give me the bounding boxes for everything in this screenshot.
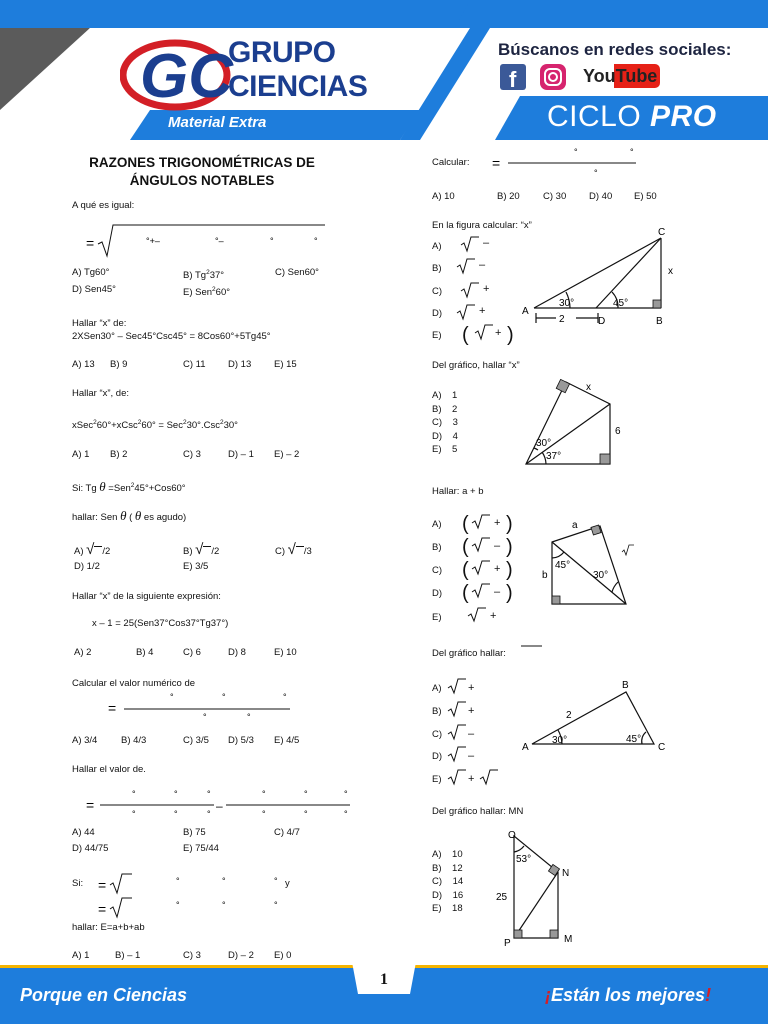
q5-option-d[interactable]: D) 8 xyxy=(228,647,246,658)
q10-triangle-figure xyxy=(518,224,688,328)
q7-fraction xyxy=(80,786,355,820)
grupo-ciencias-logo xyxy=(120,35,242,115)
svg-text:–: – xyxy=(479,259,486,271)
q13-radical-options xyxy=(444,676,504,788)
q12-prompt: Hallar: a + b xyxy=(432,486,484,497)
svg-text:°: ° xyxy=(574,147,578,157)
q10-label-c: C xyxy=(658,227,666,238)
svg-text:=: = xyxy=(98,877,107,893)
q7-option-e[interactable]: E) 75/44 xyxy=(183,843,219,854)
q8-option-a[interactable]: A) 1 xyxy=(72,950,90,961)
pro-text: PRO xyxy=(650,100,717,133)
svg-text:+: + xyxy=(490,610,497,622)
footer-right-text: Están los mejores xyxy=(551,985,706,1005)
q11-angle-30: 30° xyxy=(536,438,552,449)
svg-text:°: ° xyxy=(270,236,274,246)
q6-option-e[interactable]: E) 4/5 xyxy=(274,735,300,746)
q13-option-c[interactable]: C) xyxy=(432,729,443,740)
svg-text:+: + xyxy=(468,705,475,717)
svg-text:=: = xyxy=(86,797,95,813)
svg-text:°: ° xyxy=(314,236,318,246)
svg-text:°: ° xyxy=(247,712,251,722)
q13-angle-45: 45° xyxy=(626,734,642,745)
q3-option-b[interactable]: B) 2 xyxy=(110,449,128,460)
q7-option-d[interactable]: D) 44/75 xyxy=(72,843,109,854)
q8-option-d[interactable]: D) – 2 xyxy=(228,950,254,961)
q3-options xyxy=(72,448,332,462)
q4-option-d[interactable]: D) 1/2 xyxy=(74,561,100,572)
q5-prompt: Hallar “x” de la siguiente expresión: xyxy=(72,591,221,602)
svg-text:°: ° xyxy=(174,809,178,819)
q14-label-n: N xyxy=(562,868,570,879)
svg-text:°: ° xyxy=(594,168,598,178)
q12-option-a[interactable]: A) xyxy=(432,519,442,530)
q7-options xyxy=(72,826,332,856)
svg-text:+: + xyxy=(494,563,501,575)
q10-option-b[interactable]: B) xyxy=(432,263,442,274)
svg-text:+: + xyxy=(468,773,475,785)
q12-triangle-figure xyxy=(536,514,640,608)
q11-option-c[interactable]: C) 3 xyxy=(432,417,458,428)
svg-text:): ) xyxy=(506,513,513,535)
q11-triangle-figure xyxy=(518,376,638,468)
q10-option-c[interactable]: C) xyxy=(432,286,443,297)
q13-target-bar xyxy=(520,644,544,650)
q5-expression: x – 1 = 25(Sen37°Cos37°Tg37°) xyxy=(92,618,229,629)
q8-option-c[interactable]: C) 3 xyxy=(183,950,201,961)
q4-prompt-1: Si: Tg θ =Sen$^2$45°+Cos60° xyxy=(72,479,186,495)
q12-angle-45: 45° xyxy=(555,560,571,571)
q3-option-d[interactable]: D) – 1 xyxy=(228,449,254,460)
svg-text:°: ° xyxy=(174,789,178,799)
svg-text:°: ° xyxy=(207,789,211,799)
svg-text:°: ° xyxy=(222,900,226,910)
q10-option-a[interactable]: A) xyxy=(432,241,442,252)
q14-label-p: P xyxy=(504,938,511,949)
q4-option-e[interactable]: E) 3/5 xyxy=(183,561,209,572)
q5-option-b[interactable]: B) 4 xyxy=(136,647,154,658)
q12-label-a: a xyxy=(572,520,578,531)
q8-hallar: hallar: E=a+b+ab xyxy=(72,922,145,933)
q4-options xyxy=(72,540,342,576)
svg-text:°: ° xyxy=(170,692,174,702)
svg-text:°: ° xyxy=(132,809,136,819)
q6-option-c[interactable]: C) 3/5 xyxy=(183,735,209,746)
svg-text:+: + xyxy=(495,327,502,339)
q13-label-a: A xyxy=(522,742,529,753)
q13-option-b[interactable]: B) xyxy=(432,706,442,717)
svg-text:=: = xyxy=(98,901,107,917)
q5-option-e[interactable]: E) 10 xyxy=(274,647,297,658)
svg-text:°: ° xyxy=(262,809,266,819)
svg-text:°: ° xyxy=(344,789,348,799)
q3-option-c[interactable]: C) 3 xyxy=(183,449,201,460)
q11-option-e[interactable]: E) 5 xyxy=(432,444,458,455)
svg-text:): ) xyxy=(507,324,514,346)
q11-option-d[interactable]: D) 4 xyxy=(432,430,458,442)
q14-angle-53: 53° xyxy=(516,854,532,865)
q9-option-a[interactable]: A) 10 xyxy=(432,191,455,202)
q14-length-25: 25 xyxy=(496,892,508,903)
q11-option-b[interactable]: B) 2 xyxy=(432,403,458,415)
svg-text:+: + xyxy=(494,517,501,529)
q1-formula xyxy=(80,222,330,260)
q2-options xyxy=(72,358,332,372)
q13-option-d[interactable]: D) xyxy=(432,751,443,762)
q8-option-e[interactable]: E) 0 xyxy=(274,950,292,961)
section-title xyxy=(62,154,342,190)
q12-radical-options xyxy=(460,510,520,630)
q10-label-d: D xyxy=(598,316,606,327)
svg-text:+: + xyxy=(483,283,490,295)
svg-text:°: ° xyxy=(304,809,308,819)
svg-text:°–: °– xyxy=(215,236,224,246)
q12-option-b[interactable]: B) xyxy=(432,542,442,553)
svg-text:°: ° xyxy=(283,692,287,702)
q4-option-b[interactable]: B) √ /2 xyxy=(183,541,220,558)
q2-option-b[interactable]: B) 9 xyxy=(110,359,128,370)
svg-text:°: ° xyxy=(274,900,278,910)
q10-option-d[interactable]: D) xyxy=(432,308,443,319)
svg-text:(: ( xyxy=(462,536,469,558)
q3-prompt: Hallar “x”, de: xyxy=(72,388,130,399)
footer-slogan-left: Porque en Ciencias xyxy=(20,985,188,1005)
q6-options xyxy=(72,734,332,748)
q9-option-c[interactable]: C) 30 xyxy=(543,191,567,202)
svg-text:°: ° xyxy=(222,692,226,702)
q1-option-b[interactable]: B) Tg$^2$37° xyxy=(183,269,225,282)
svg-text:=: = xyxy=(108,700,117,716)
youtube-icon[interactable]: YouTube xyxy=(580,62,646,90)
q2-option-c[interactable]: C) 11 xyxy=(183,359,206,370)
q7-option-c[interactable]: C) 4/7 xyxy=(274,827,300,838)
svg-text:(: ( xyxy=(462,513,469,535)
svg-text:(: ( xyxy=(462,559,469,581)
q10-angle-45: 45° xyxy=(613,298,629,309)
q7-option-b[interactable]: B) 75 xyxy=(183,827,206,838)
q10-angle-30: 30° xyxy=(559,298,575,309)
svg-text:(: ( xyxy=(462,582,469,604)
q4-option-c[interactable]: C) √ /3 xyxy=(275,541,312,558)
q8-si: Si: xyxy=(72,878,84,889)
q11-option-a[interactable]: A) 1 xyxy=(432,390,458,401)
svg-text:°: ° xyxy=(344,809,348,819)
svg-text:+: + xyxy=(468,682,475,694)
q5-option-c[interactable]: C) 6 xyxy=(183,647,201,658)
q1-option-d[interactable]: D) Sen45° xyxy=(72,284,116,295)
q11-angle-37: 37° xyxy=(546,451,562,462)
q3-option-a[interactable]: A) 1 xyxy=(72,449,90,460)
svg-text:): ) xyxy=(506,536,513,558)
q9-option-b[interactable]: B) 20 xyxy=(497,191,520,202)
q10-label-a: A xyxy=(522,306,529,317)
q13-option-e[interactable]: E) xyxy=(432,774,442,785)
q2-option-d[interactable]: D) 13 xyxy=(228,359,252,370)
q13-label-c: C xyxy=(658,742,666,753)
q9-option-e[interactable]: E) 50 xyxy=(634,191,657,202)
q12-option-d[interactable]: D) xyxy=(432,588,443,599)
q11-options xyxy=(432,389,492,459)
q7-prompt: Hallar el valor de. xyxy=(72,764,146,775)
logo-title-line1: GRUPO xyxy=(228,36,336,69)
svg-text:–: – xyxy=(494,586,501,598)
instagram-icon[interactable] xyxy=(540,64,566,90)
q11-prompt: Del gráfico, hallar “x” xyxy=(432,360,520,371)
svg-text:–: – xyxy=(483,237,490,249)
svg-text:): ) xyxy=(506,582,513,604)
q11-label-x: x xyxy=(586,382,591,393)
svg-text:+: + xyxy=(479,305,486,317)
svg-text:°: ° xyxy=(132,789,136,799)
q3-option-e[interactable]: E) – 2 xyxy=(274,449,300,460)
q6-option-d[interactable]: D) 5/3 xyxy=(228,735,254,746)
q2-option-a[interactable]: A) 13 xyxy=(72,359,95,370)
q14-label-m: M xyxy=(564,934,573,945)
q9-fraction xyxy=(490,144,640,180)
q14-options xyxy=(432,848,492,918)
q5-option-a[interactable]: A) 2 xyxy=(74,647,92,658)
q10-label-x: x xyxy=(668,266,673,277)
footer-close-mark: ! xyxy=(705,985,712,1005)
q10-label-b: B xyxy=(656,316,663,327)
q14-option-e[interactable]: E) 18 xyxy=(432,903,463,914)
q4-option-a[interactable]: A) √ /2 xyxy=(74,541,111,558)
footer-slogan-right xyxy=(545,985,711,1006)
svg-text:(: ( xyxy=(462,324,469,346)
svg-text:–: – xyxy=(468,728,475,740)
q2-prompt: Hallar “x” de: xyxy=(72,318,127,329)
page-header xyxy=(0,0,768,140)
q14-option-d[interactable]: D) 16 xyxy=(432,889,464,901)
q9-options xyxy=(432,190,692,204)
q10-radical-options xyxy=(455,234,515,350)
svg-text:°: ° xyxy=(207,809,211,819)
q1-prompt: A qué es igual: xyxy=(72,200,135,211)
q12-option-e[interactable]: E) xyxy=(432,612,442,623)
q10-prompt: En la figura calcular: “x” xyxy=(432,220,532,231)
q14-label-o: O xyxy=(508,830,516,841)
q4-prompt-2: hallar: Sen θ ( θ es agudo) xyxy=(72,508,187,523)
q13-length-2: 2 xyxy=(566,710,572,721)
page-number: 1 xyxy=(380,971,388,988)
q8-y: y xyxy=(285,878,290,889)
svg-text:°: ° xyxy=(304,789,308,799)
q12-angle-30: 30° xyxy=(593,570,609,581)
q13-angle-30: 30° xyxy=(552,735,568,746)
svg-text:°: ° xyxy=(176,876,180,886)
logo-initials: GC xyxy=(140,42,233,111)
svg-text:–: – xyxy=(494,540,501,552)
svg-text:°: ° xyxy=(262,789,266,799)
q8-option-b[interactable]: B) – 1 xyxy=(115,950,141,961)
q1-option-a[interactable]: A) Tg60° xyxy=(72,267,110,278)
q8-formulas xyxy=(96,866,326,922)
q3-expression: xSec$^2$60°+xCsc$^2$60° = Sec$^2$30°.Csc$^2$30° xyxy=(72,419,238,432)
svg-text:=: = xyxy=(86,235,95,251)
q13-prompt: Del gráfico hallar: xyxy=(432,648,506,659)
q6-prompt: Calcular el valor numérico de xyxy=(72,678,196,689)
q14-triangle-figure xyxy=(494,826,584,950)
title-line1: RAZONES TRIGONOMÉTRICAS DE xyxy=(89,155,315,170)
q9-option-d[interactable]: D) 40 xyxy=(589,191,613,202)
svg-text:–: – xyxy=(216,799,223,813)
facebook-icon[interactable] xyxy=(500,64,526,90)
q13-label-b: B xyxy=(622,680,629,691)
q14-option-c[interactable]: C) 14 xyxy=(432,876,464,887)
q5-options xyxy=(72,646,332,660)
footer-open-mark: ¡ xyxy=(545,985,551,1005)
svg-text:°+–: °+– xyxy=(146,236,160,246)
q6-option-b[interactable]: B) 4/3 xyxy=(121,735,147,746)
q10-length-2: 2 xyxy=(559,314,565,325)
q11-label-6: 6 xyxy=(615,426,621,437)
q7-option-a[interactable]: A) 44 xyxy=(72,827,95,838)
q2-option-e[interactable]: E) 15 xyxy=(274,359,297,370)
ciclo-text: CICLO xyxy=(547,100,642,133)
svg-text:f: f xyxy=(509,67,517,90)
q12-label-b: b xyxy=(542,570,548,581)
q12-option-c[interactable]: C) xyxy=(432,565,443,576)
svg-text:°: ° xyxy=(176,900,180,910)
q1-option-e[interactable]: E) Sen$^2$60° xyxy=(183,286,231,299)
svg-text:–: – xyxy=(468,750,475,762)
q9-prompt: Calcular: xyxy=(432,157,470,168)
svg-text:°: ° xyxy=(274,876,278,886)
svg-text:°: ° xyxy=(203,712,207,722)
svg-text:°: ° xyxy=(630,147,634,157)
q6-fraction xyxy=(100,688,300,724)
q13-option-a[interactable]: A) xyxy=(432,683,442,694)
q1-option-c[interactable]: C) Sen60° xyxy=(275,267,319,278)
q10-option-e[interactable]: E) xyxy=(432,330,442,341)
material-extra-label: Material Extra xyxy=(168,114,267,131)
social-prompt: Búscanos en redes sociales: xyxy=(498,40,732,59)
q13-triangle-figure xyxy=(518,676,678,756)
q14-option-a[interactable]: A) 10 xyxy=(432,849,463,860)
svg-text:°: ° xyxy=(222,876,226,886)
q6-option-a[interactable]: A) 3/4 xyxy=(72,735,98,746)
title-line2: ÁNGULOS NOTABLES xyxy=(129,173,275,188)
svg-text:=: = xyxy=(492,155,501,171)
q14-prompt: Del gráfico hallar: MN xyxy=(432,806,524,817)
q14-option-b[interactable]: B) 12 xyxy=(432,862,463,874)
ciclo-pro-label xyxy=(547,100,717,134)
q2-expression: 2XSen30° – Sec45°Csc45° = 8Cos60°+5Tg45° xyxy=(72,331,271,342)
svg-text:): ) xyxy=(506,559,513,581)
logo-title-line2: CIENCIAS xyxy=(228,70,368,103)
